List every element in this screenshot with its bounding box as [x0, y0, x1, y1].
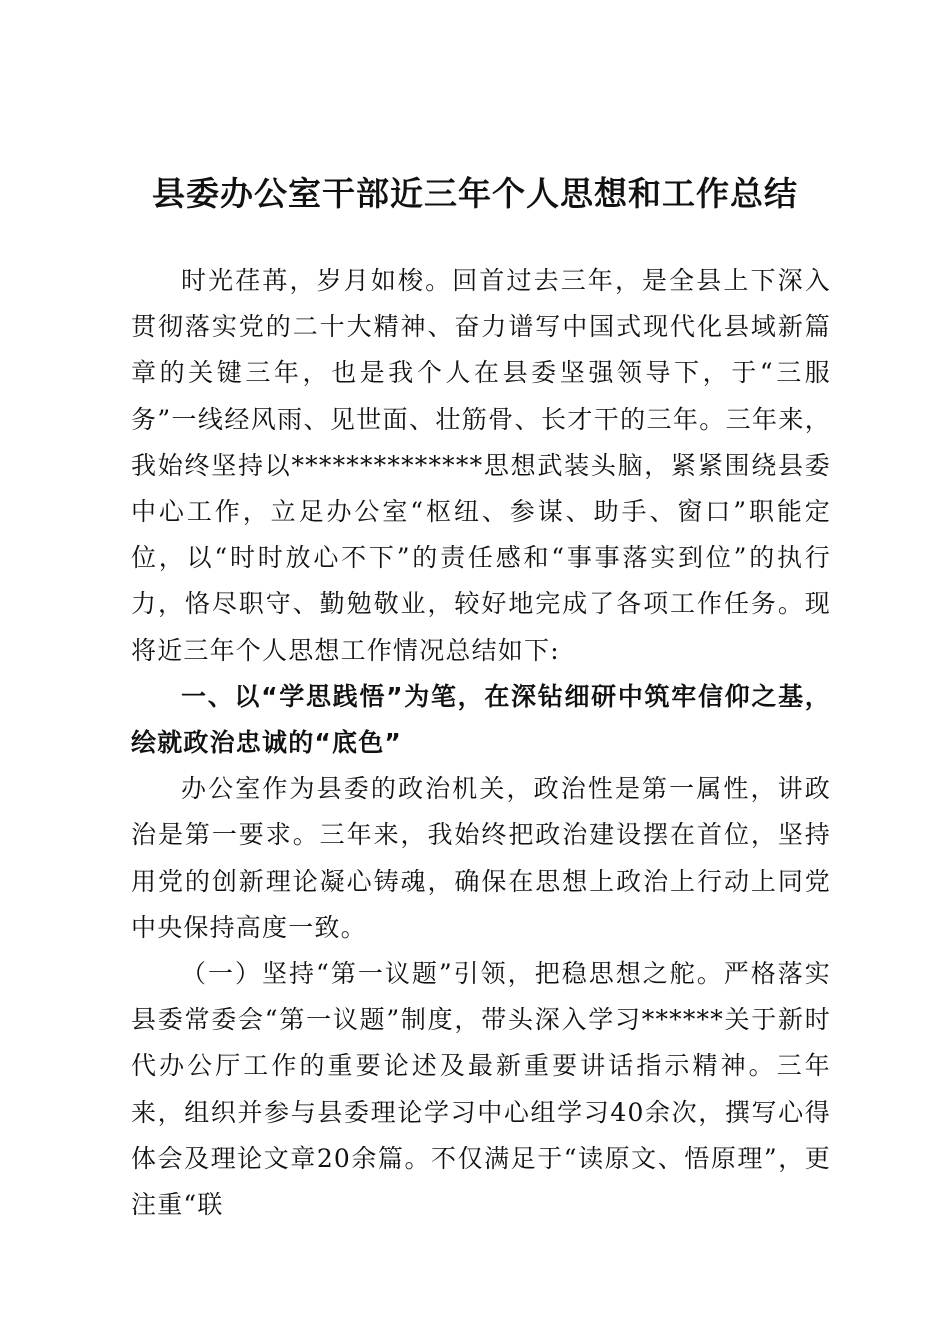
- intro-paragraph: 时光荏苒，岁月如梭。回首过去三年，是全县上下深入贯彻落实党的二十大精神、奋力谱写中国式现代化县域新篇章的关键三年，也是我个人在县委坚强领导下，于“三服务”一线经风雨、见世面、壮筋骨、长才干的三年。三年来，我始终坚持以**************思想武装头脑，紧紧围绕县委中心工作，立足办公室“枢纽、参谋、助手、窗口”职能定位，以“时时放心不下”的责任感和“事事落实到位”的执行力，恪尽职守、勤勉敬业，较好地完成了各项工作任务。现将近三年个人思想工作情况总结如下:: [131, 266, 831, 665]
- section-1-paragraph: 办公室作为县委的政治机关，政治性是第一属性，讲政治是第一要求。三年来，我始终把政治建设摆在首位，坚持用党的创新理论凝心铸魂，确保在思想上政治上行动上同党中央保持高度一致。: [131, 774, 831, 942]
- document-body: [131, 258, 831, 1228]
- subsection-1-paragraph: （一）坚持“第一议题”引领，把稳思想之舵。严格落实县委常委会“第一议题”制度，带头深入学习******关于新时代办公厅工作的重要论述及最新重要讲话指示精神。三年来，组织并参与县委理论学习中心组学习40余次，撰写心得体会及理论文章20余篇。不仅满足于“读原文、悟原理”，更注重“联: [131, 959, 831, 1220]
- document-title: 县委办公室干部近三年个人思想和工作总结: [152, 174, 798, 213]
- section-heading-1: 一、以“学思践悟”为笔，在深钻细研中筑牢信仰之基，绘就政治忠诚的“底色”: [131, 681, 831, 758]
